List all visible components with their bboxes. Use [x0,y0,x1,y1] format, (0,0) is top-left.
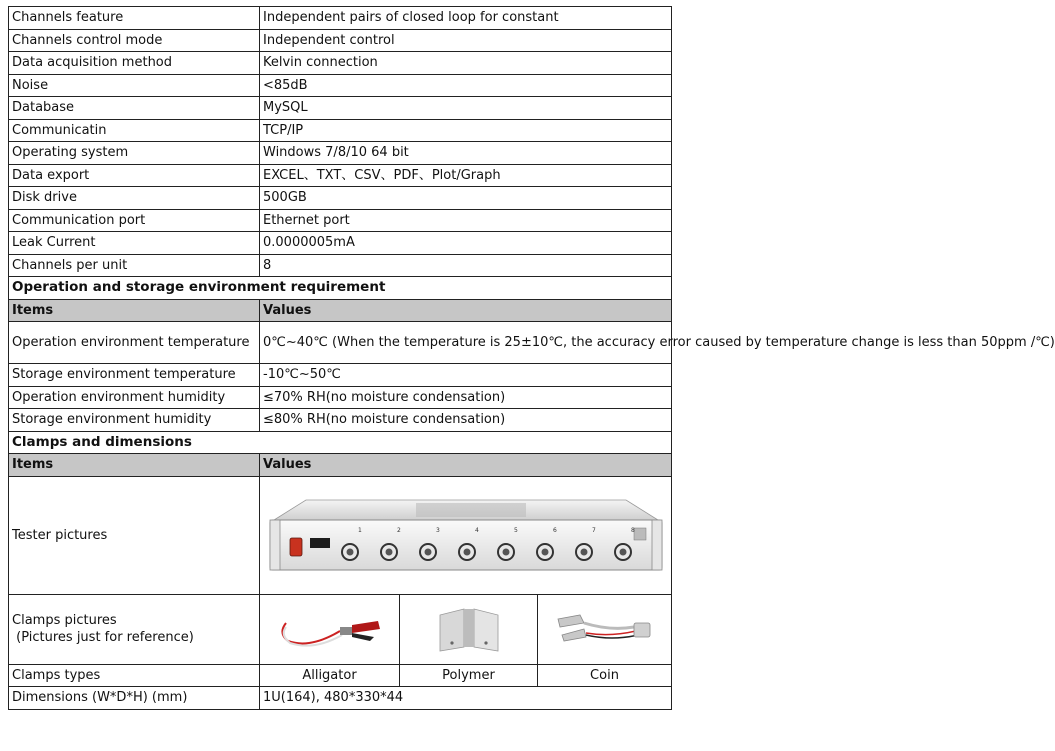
table-row [9,74,672,97]
spec-label: Storage environment humidity [9,409,260,432]
channel-number-label: 5 [513,527,518,534]
spec-label: Operation environment temperature [9,322,260,364]
table-header-row [9,299,672,322]
coin-clamp-picture [538,594,672,664]
tester-picture [260,476,672,594]
spec-value: 0℃~40℃ (When the temperature is 25±10℃, the accuracy error caused by temperature change is less than 50ppm /℃) [260,322,672,364]
spec-value: ≤80% RH(no moisture condensation) [260,409,672,432]
channel-number-label: 2 [396,527,401,534]
channel-port-center [424,549,431,556]
spec-value: MySQL [260,97,672,120]
channel-number-label: 8 [630,527,635,534]
channel-port-center [541,549,548,556]
channel-port-center [580,549,587,556]
section-title-environment: Operation and storage environment requirement [9,277,672,300]
alligator-clamp-picture [260,594,400,664]
channel-port-center [619,549,626,556]
polymer-clamp-image [434,601,504,657]
spec-label: Storage environment temperature [9,364,260,387]
spec-label: Channels per unit [9,254,260,277]
tester-image [266,486,666,584]
spec-value: Independent control [260,29,672,52]
spec-value: -10℃~50℃ [260,364,672,387]
spec-label: Channels control mode [9,29,260,52]
spec-value: 500GB [260,187,672,210]
spec-label: Leak Current [9,232,260,255]
spec-label: Database [9,97,260,120]
table-row [9,364,672,387]
table-header-row [9,454,672,477]
section-title-clamps: Clamps and dimensions [9,431,672,454]
channel-number-label: 4 [474,527,479,534]
table-row [9,409,672,432]
spec-value: 1U(164), 480*330*44 [260,687,672,710]
clamp-type-coin: Coin [538,664,672,687]
specification-table [8,6,1055,710]
table-row [9,322,672,364]
spec-value: <85dB [260,74,672,97]
table-row [9,164,672,187]
spec-label: Dimensions (W*D*H) (mm) [9,687,260,710]
spec-value: TCP/IP [260,119,672,142]
header-items: Items [9,454,260,477]
spec-label: Operation environment humidity [9,386,260,409]
spec-value: Independent pairs of closed loop for constant [260,7,672,30]
clamps-pictures-label: Clamps pictures [12,613,117,628]
table-row [9,386,672,409]
header-values: Values [260,299,672,322]
spec-value: Windows 7/8/10 64 bit [260,142,672,165]
table-row [9,7,672,30]
spec-value: Kelvin connection [260,52,672,75]
spec-label: Data export [9,164,260,187]
spec-label: Communicatin [9,119,260,142]
clamp-type-polymer: Polymer [400,664,538,687]
table-row [9,476,672,594]
table-row [9,29,672,52]
clamps-pictures-note: (Pictures just for reference) [12,630,194,645]
alligator-clamp-image [270,601,390,657]
channel-port-center [385,549,392,556]
table-row [9,594,672,664]
clamp-type-alligator: Alligator [260,664,400,687]
table-row [9,142,672,165]
section-title-row [9,431,672,454]
spec-value: 8 [260,254,672,277]
spec-label: Channels feature [9,7,260,30]
spec-label: Tester pictures [9,476,260,594]
table-row [9,97,672,120]
spec-label: Clamps types [9,664,260,687]
table-row [9,209,672,232]
table-row [9,52,672,75]
section-title-row [9,277,672,300]
spec-value: 0.0000005mA [260,232,672,255]
polymer-clamp-picture [400,594,538,664]
channel-number-label: 3 [435,527,440,534]
header-items: Items [9,299,260,322]
table-row [9,687,672,710]
channel-port-center [463,549,470,556]
table-row [9,119,672,142]
channel-number-label: 1 [357,527,362,534]
spec-label: Data acquisition method [9,52,260,75]
table-row [9,232,672,255]
spec-value: EXCEL、TXT、CSV、PDF、Plot/Graph [260,164,672,187]
channel-number-label: 6 [552,527,557,534]
table-row [9,664,672,687]
spec-label: Communication port [9,209,260,232]
table-row [9,254,672,277]
spec-label: Disk drive [9,187,260,210]
channel-number-label: 7 [591,527,596,534]
spec-label-clamps-pictures [9,594,260,664]
channel-port-center [346,549,353,556]
channel-port-center [502,549,509,556]
spec-label: Noise [9,74,260,97]
header-values: Values [260,454,672,477]
table-row [9,187,672,210]
spec-label: Operating system [9,142,260,165]
spec-value: Ethernet port [260,209,672,232]
spec-value: ≤70% RH(no moisture condensation) [260,386,672,409]
coin-clamp-image [550,601,660,657]
